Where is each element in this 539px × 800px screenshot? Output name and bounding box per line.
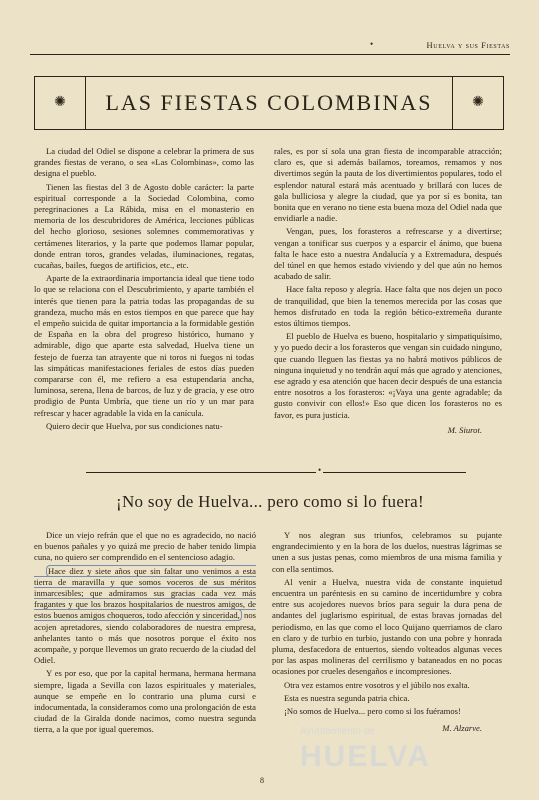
article1-column-right [274,146,502,436]
paragraph: Hace falta reposo y alegría. Hace falta que nos dejen un poco de tranquilidad, que bien la tenemos merecida por las cosas que hemos disfrutado en toda la región bético-extremeña durante estos últimos tiempos. [274,284,502,329]
running-header [30,40,510,55]
title-box-right-cell [452,77,503,129]
paragraph: Quiero decir que Huelva, por sus condiciones natu- [46,420,223,431]
paragraph: Tienen las fiestas del 3 de Agosto doble carácter: la parte espiritual corresponde a la Sociedad Colombina, como peregrinaciones a La Rábida, misa en el monasterio en memoria de los descubridores de América, lecciones públicas del hecho glorioso, sesiones solemnes commemorativas y certámenes literarios, y la parte que podemos llamar popular, donde entran toros, grandes veladas, iluminaciones, regatas, cucañas, bailes, fuegos de artificios, etc., etc. [34,181,254,271]
paragraph: Aparte de la extraordinaria importancia ideal que tiene todo lo que se relaciona con el Descubrimiento, y aparte también el interés que tienen para la patria todas las propagandas de su grandeza, mucho más en estos tiempos en que parece que hay el empeño suicida de quitar importancia a la formidable gestión de España en la obra del progreso histórico, humano y admirable, digo que aparte esta salvedad, Huelva tiene un festejo de fuerza tan atrayente que ni toros ni fuegos ni todas las simpáticas manifestaciones feriales de estos días pueden compararse con él, me refiero a esa estupendaria ancha, luminosa, serena, llena de barcos, de luz y de gracia, y ese otro prodigio de Punta Umbría, que tiene un río y un mar para refrescar y hacer agradable la vida en la canícula. [34,273,254,418]
watermark-logo: HUELVA [300,740,431,773]
paragraph: Y es por eso, que por la capital hermana, hermana hermana siempre, ligada a Sevilla con lazos espirituales y materiales, aunque se empeñe en lo contrario una pluma cursi e indocumentada, la consideramos como una prolongación de esta ciudad de la Giralda donde nacimos, como nuestra segunda tierra, a la que por igual queremos. [34,668,256,735]
section-divider [86,465,466,475]
article1-column-left [34,146,254,434]
paragraph: El pueblo de Huelva es bueno, hospitalario y simpatiquísimo, y yo puedo decir a los forasteros que vengan sin cuidado ninguno, que cuando lleguen las fiestas ya no habrá motivos públicos de ninguna inquietud y no tendrán aquí más que agrado y atenciones, ese agrado y esa atención que hacen decir después de una estancia entre nosotros a los forasteros: «¡Vaya una gente agradable; da gusto convivir con ellos!» Eso que dicen los forasteros no es favor, es pura justicia. [274,331,502,420]
paragraph: Dice un viejo refrán que el que no es agradecido, no nació en buenos pañales y yo quizá me precio de haber tenido limpia cuna, no quiero ser comprendido en el sentencioso adagio. [34,530,256,563]
article2-signature: M. Alzarve. [442,723,482,734]
paragraph: La ciudad del Odiel se dispone a celebrar la primera de sus grandes fiestas de verano, o sea «Las Colombinas», como las designa el pueblo. [34,146,254,179]
paragraph: Esta es nuestra segunda patria chica. [284,692,410,703]
highlighted-passage: Hace diez y siete años que sin faltar uno venimos a esta tierra de maravilla y que somos voceros de sus méritos inmarcesibles; que admiramos sus gracias cada vez más fragantes y que los brazos hospitalarios de nuestros amigos, de estos buenos amigos choqueros, todo afección y sinceridad, [34,565,256,621]
article2-column-left [34,530,256,738]
article1-signature: M. Siurot. [447,424,482,435]
running-title: Huelva y sus Fiestas [426,40,510,50]
rosette-icon: ✺ [472,95,484,110]
ornament-icon: • [370,39,374,49]
article2-title: ¡No soy de Huelva... pero como si lo fuera! [116,492,424,511]
closing-line: ¡No somos de Huelva... pero como si los fuéramos! [284,706,461,717]
title-box-left-cell [35,77,86,129]
page-number: 8 [260,776,264,785]
paragraph: Vengan, pues, los forasteros a refrescarse y a divertirse; vengan a tonificar sus cuerpos y a esparcir el ánimo, que buena falta le hace esto a nuestra Andalucía y a Extremadura, después del túnel en que hemos estado viviendo y del que aún no hemos acabado de salir. [274,226,502,282]
ornament-icon: • [318,465,322,475]
paragraph: Otra vez estamos entre vosotros y el júbilo nos exalta. [284,679,470,690]
paragraph: rales, es por sí sola una gran fiesta de incomparable atracción; claro es, que si además bailamos, toreamos, remamos y nos divertimos según la pauta de los divertimientos populares, todo el esplendor natural estará más acentuado y brillará con luces de gala bulliciosa y alegre la ciudad, que ya por sí es bonita, tan bonita que en verano no tiene esta buena moza del Odiel nada que envidiarle a nadie. [274,146,502,224]
article2-column-right [272,530,502,734]
paragraph-continuation: nos acojen apretadores, siendo colaboradores de nuestra empresa, anhelantes tanto o más que nosotros porque el éxito nos acompañe, y porque llevemos un grato recuerdo de la ciudad del Odiel. [34,610,256,666]
paragraph: Al venir a Huelva, nuestra vida de constante inquietud encuentra un paréntesis en su camino de incertidumbre y cobra entre sus acojedores nuevos bríos para seguir la dura pena de andantes del juglarismo espiritual, de estas bravas jornadas del periodismo, en las que como el loco Quijano querriamos de claro en claro y de turbio en turbio, justando con una pobre y honrada pluma, desfacedora de entuertos, siendo volteados algunas veces por las aspas molineras del cerrilismo y bataneados en no pocas ocasiones por crueles desengaños e incompresiones. [272,576,502,677]
article-title: LAS FIESTAS COLOMBINAS [105,90,433,115]
rosette-icon: ✺ [54,95,66,110]
paragraph [34,566,256,667]
paragraph: Y nos alegran sus triunfos, celebramos su pujante engrandecimiento y en la hora de los duelos, nuestras lágrimas se unen a sus justas penas, como miembros de una misma familia y con ella sentimos. [272,530,502,574]
article-title-box [34,76,504,130]
watermark-subtext: Ayuntamiento de [300,726,375,737]
